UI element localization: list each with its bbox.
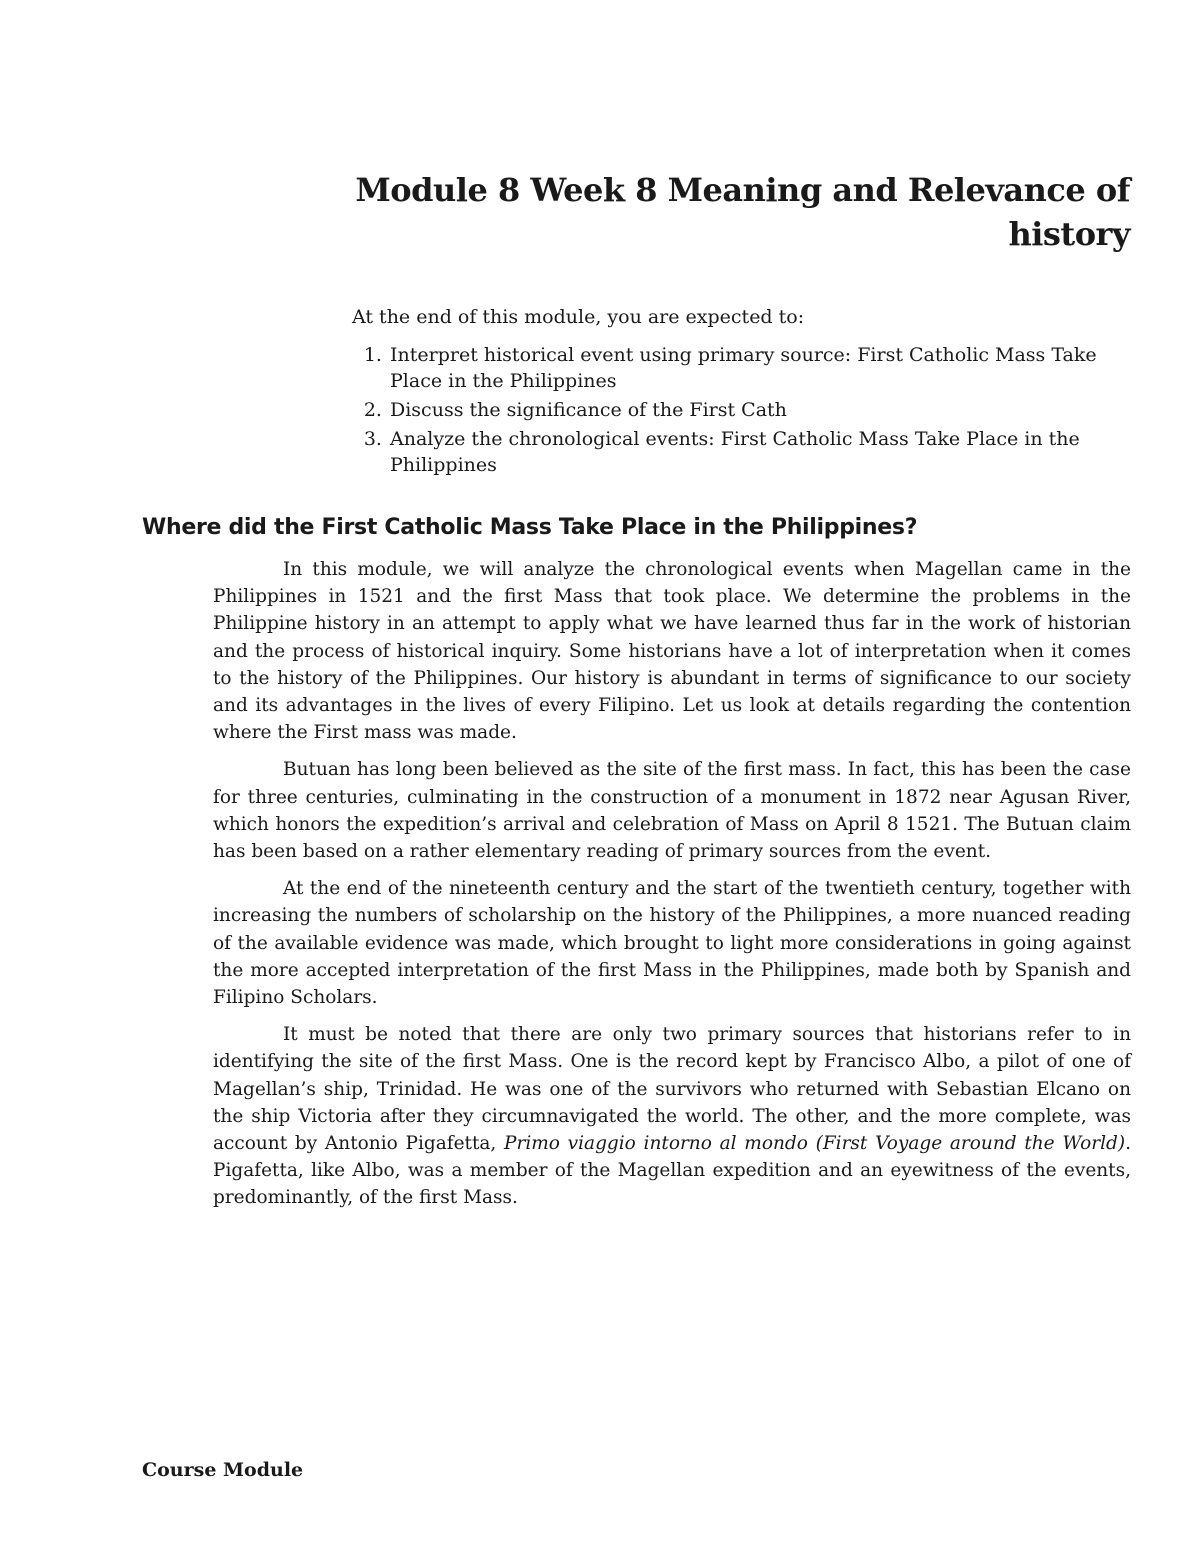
objective-item: 3. Analyze the chronological events: First Catholic Mass Take Place in the Philippines [388, 426, 1132, 478]
body-text [213, 556, 1131, 1222]
paragraph: Butuan has long been believed as the site of the first mass. In fact, this has been the case for three centuries, culminating in the construction of a monument in 1872 near Agusan River, which honors the expedition’s arrival and celebration of Mass on April 8 1521. The Butuan claim has been based on a rather elementary reading of primary sources from the event. [213, 759, 1131, 863]
paragraph: In this module, we will analyze the chronological events when Magellan came in the Philippines in 1521 and the first Mass that took place. We determine the problems in the Philippine history in an attempt to apply what we have learned thus far in the work of historian and the process of historical inquiry. Some historians have a lot of interpretation when it comes to the history of the Philippines. Our history is abundant in terms of significance to our society and its advantages in the lives of every Filipino. Let us look at details regarding the contention where the First mass was made. [213, 559, 1131, 744]
learning-objectives [352, 304, 1132, 481]
footer-label: Course Module [142, 1459, 304, 1481]
paragraph-text: . Pigafetta, like Albo, was a member of the Magellan expedition and an eyewitness of the events, predominantly, of the first Mass. [213, 1133, 1131, 1209]
objective-item: 2. Discuss the significance of the First Cath [388, 397, 1132, 423]
paragraph [213, 1021, 1131, 1211]
objective-item: 1. Interpret historical event using primary source: First Catholic Mass Take Place in the Philippines [388, 342, 1132, 394]
objectives-intro: At the end of this module, you are expected to: [352, 306, 805, 328]
paragraph: At the end of the nineteenth century and the start of the twentieth century, together with increasing the numbers of scholarship on the history of the Philippines, a more nuanced reading of the available evidence was made, which brought to light more considerations in going against the more accepted interpretation of the first Mass in the Philippines, made both by Spanish and Filipino Scholars. [213, 878, 1131, 1009]
section-heading: Where did the First Catholic Mass Take Place in the Philippines? [142, 515, 918, 540]
book-title: Primo viaggio intorno al mondo (First Voyage around the World) [504, 1133, 1126, 1155]
objectives-list [352, 342, 1132, 478]
paragraph-text: It must be noted that there are only two primary sources that historians refer to in identifying the site of the first Mass. One is the record kept by Francisco Albo, a pilot of one of Magellan’s ship, Trinidad. He was one of the survivors who returned with Sebastian Elcano on the ship Victoria after they circumnavigated the world. The other, and the more complete, was account by Antonio Pigafetta, [213, 1024, 1131, 1155]
page-title: Module 8 Week 8 Meaning and Relevance of history [355, 171, 1130, 253]
